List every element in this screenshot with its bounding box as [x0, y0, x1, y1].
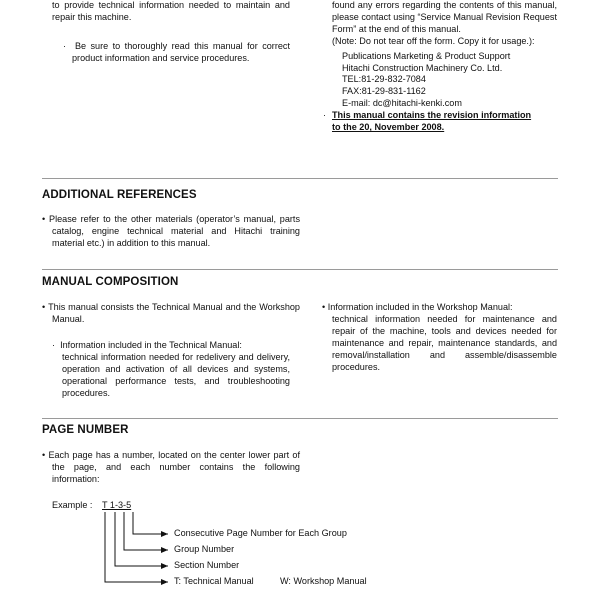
- workshop-manual-info: [322, 302, 557, 373]
- read-note: · Be sure to thoroughly read this manual for correct product information and service procedures.: [63, 40, 290, 63]
- leader-group: [124, 512, 168, 550]
- contact-block: [332, 51, 557, 111]
- heading-additional-references: ADDITIONAL REFERENCES: [42, 189, 197, 201]
- contact-tel: TEL:81-29-832-7084: [342, 74, 426, 85]
- bullet-dot: •: [42, 302, 49, 312]
- contact-email: E-mail: dc@hitachi-kenki.com: [342, 98, 462, 109]
- workshop-text: technical information needed for maintenance and repair of the machine, tools and devices needed for maintenance and repair, maintenance standards, and removal/installation and assemble/disassemble procedures.: [332, 313, 557, 372]
- legend-consecutive: Consecutive Page Number for Each Group: [174, 528, 347, 538]
- example-label: Example :: [52, 500, 93, 510]
- bullet-dot: •: [322, 302, 328, 312]
- divider-page-number: [42, 418, 558, 419]
- bullet-dot: ·: [63, 40, 75, 51]
- revision-note: [323, 110, 557, 134]
- leader-consecutive: [133, 512, 168, 534]
- composition-consists: • This manual consists the Technical Manual and the Workshop Manual.: [42, 302, 300, 324]
- legend-section: Section Number: [174, 560, 240, 570]
- form-note: (Note: Do not tear off the form. Copy it for usage.):: [332, 35, 535, 46]
- page-number-text: • Each page has a number, located on the center lower part of the page, and each number contains the following information:: [42, 450, 300, 484]
- leader-section: [115, 512, 168, 566]
- bullet-dot: •: [42, 450, 49, 460]
- contact-dept: Publications Marketing & Product Support: [342, 50, 511, 61]
- legend-technical: T: Technical Manual: [174, 576, 254, 586]
- leader-manual-type: [105, 512, 168, 582]
- contact-fax: FAX:81-29-831-1162: [342, 86, 426, 97]
- bullet-dot: •: [42, 214, 49, 224]
- technical-manual-info: [52, 340, 290, 400]
- intro-left: [52, 0, 290, 65]
- heading-manual-composition: MANUAL COMPOSITION: [42, 276, 179, 288]
- example-code: T 1-3-5: [102, 500, 132, 510]
- errors-text: found any errors regarding the contents of this manual, please contact using “Service Manual Revision Request Form” at the end of this manual.: [332, 0, 557, 34]
- workshop-intro: Information included in the Workshop Manual:: [327, 302, 513, 312]
- contact-company: Hitachi Construction Machinery Co. Ltd.: [342, 62, 503, 73]
- legend-workshop: W: Workshop Manual: [280, 576, 367, 586]
- purpose-text: to provide technical information needed to maintain and repair this machine.: [52, 0, 290, 22]
- references-text: • Please refer to the other materials (operator’s manual, parts catalog, engine technical material and Hitachi training material etc.) in addition to this manual.: [42, 214, 300, 248]
- legend-group: Group Number: [174, 544, 235, 554]
- technical-text: technical information needed for redelivery and delivery, operation and activation of all devices and systems, operational performance tests, and troubleshooting procedures.: [62, 351, 290, 398]
- bullet-dot: ·: [52, 340, 61, 350]
- bullet-dot: ·: [323, 110, 327, 121]
- divider-composition: [42, 269, 558, 270]
- revision-line-2: to the 20, November 2008.: [332, 122, 445, 133]
- technical-intro: Information included in the Technical Manual:: [60, 340, 242, 350]
- intro-right: [323, 0, 557, 134]
- divider-references: [42, 178, 558, 179]
- heading-page-number: PAGE NUMBER: [42, 424, 129, 436]
- revision-line-1: This manual contains the revision information: [332, 110, 532, 121]
